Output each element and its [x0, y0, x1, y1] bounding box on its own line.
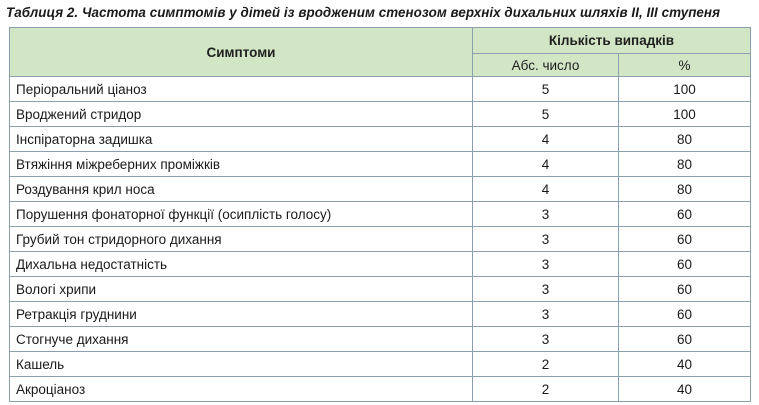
table-caption: Таблиця 2. Частота симптомів у дітей із вродженим стенозом верхніх дихальних шляхів II, III ступеня — [6, 5, 721, 20]
abs-count-cell: 3 — [473, 227, 619, 252]
symptom-cell: Кашель — [10, 352, 473, 377]
abs-count-cell: 4 — [473, 127, 619, 152]
table-row — [10, 152, 751, 177]
percent-cell: 60 — [619, 327, 751, 352]
symptom-cell: Вологі хрипи — [10, 277, 473, 302]
symptom-cell: Роздування крил носа — [10, 177, 473, 202]
percent-cell: 40 — [619, 377, 751, 402]
table-row — [10, 127, 751, 152]
abs-count-cell: 3 — [473, 252, 619, 277]
table-header — [10, 28, 751, 77]
header-symptoms: Симптоми — [10, 28, 473, 77]
table-row — [10, 227, 751, 252]
symptom-cell: Вроджений стридор — [10, 102, 473, 127]
table-row — [10, 177, 751, 202]
symptom-cell: Інспіраторна задишка — [10, 127, 473, 152]
table-row — [10, 202, 751, 227]
abs-count-cell: 4 — [473, 177, 619, 202]
percent-cell: 60 — [619, 252, 751, 277]
symptom-cell: Акроціаноз — [10, 377, 473, 402]
percent-cell: 100 — [619, 102, 751, 127]
symptoms-table — [9, 27, 751, 402]
abs-count-cell: 3 — [473, 202, 619, 227]
percent-cell: 80 — [619, 177, 751, 202]
abs-count-cell: 3 — [473, 277, 619, 302]
table-row — [10, 327, 751, 352]
table-row — [10, 377, 751, 402]
percent-cell: 80 — [619, 127, 751, 152]
percent-cell: 100 — [619, 77, 751, 102]
abs-count-cell: 4 — [473, 152, 619, 177]
table-row — [10, 302, 751, 327]
percent-cell: 80 — [619, 152, 751, 177]
abs-count-cell: 5 — [473, 77, 619, 102]
percent-cell: 60 — [619, 202, 751, 227]
table-row — [10, 77, 751, 102]
table-row — [10, 252, 751, 277]
percent-cell: 60 — [619, 302, 751, 327]
table-row — [10, 277, 751, 302]
symptom-cell: Втяжіння міжреберних проміжків — [10, 152, 473, 177]
abs-count-cell: 2 — [473, 377, 619, 402]
header-cases-group: Кількість випадків — [473, 28, 751, 54]
symptom-cell: Грубий тон стридорного дихання — [10, 227, 473, 252]
abs-count-cell: 3 — [473, 302, 619, 327]
symptom-cell: Ретракція груднини — [10, 302, 473, 327]
header-abs: Абс. число — [473, 54, 619, 77]
table-row — [10, 352, 751, 377]
abs-count-cell: 5 — [473, 102, 619, 127]
symptom-cell: Дихальна недостатність — [10, 252, 473, 277]
table-row — [10, 102, 751, 127]
abs-count-cell: 3 — [473, 327, 619, 352]
percent-cell: 60 — [619, 227, 751, 252]
percent-cell: 40 — [619, 352, 751, 377]
abs-count-cell: 2 — [473, 352, 619, 377]
symptom-cell: Періоральний ціаноз — [10, 77, 473, 102]
symptom-cell: Порушення фонаторної функції (осиплість голосу) — [10, 202, 473, 227]
header-percent: % — [619, 54, 751, 77]
table-body — [10, 77, 751, 402]
header-row-top — [10, 28, 751, 54]
percent-cell: 60 — [619, 277, 751, 302]
symptom-cell: Стогнуче дихання — [10, 327, 473, 352]
